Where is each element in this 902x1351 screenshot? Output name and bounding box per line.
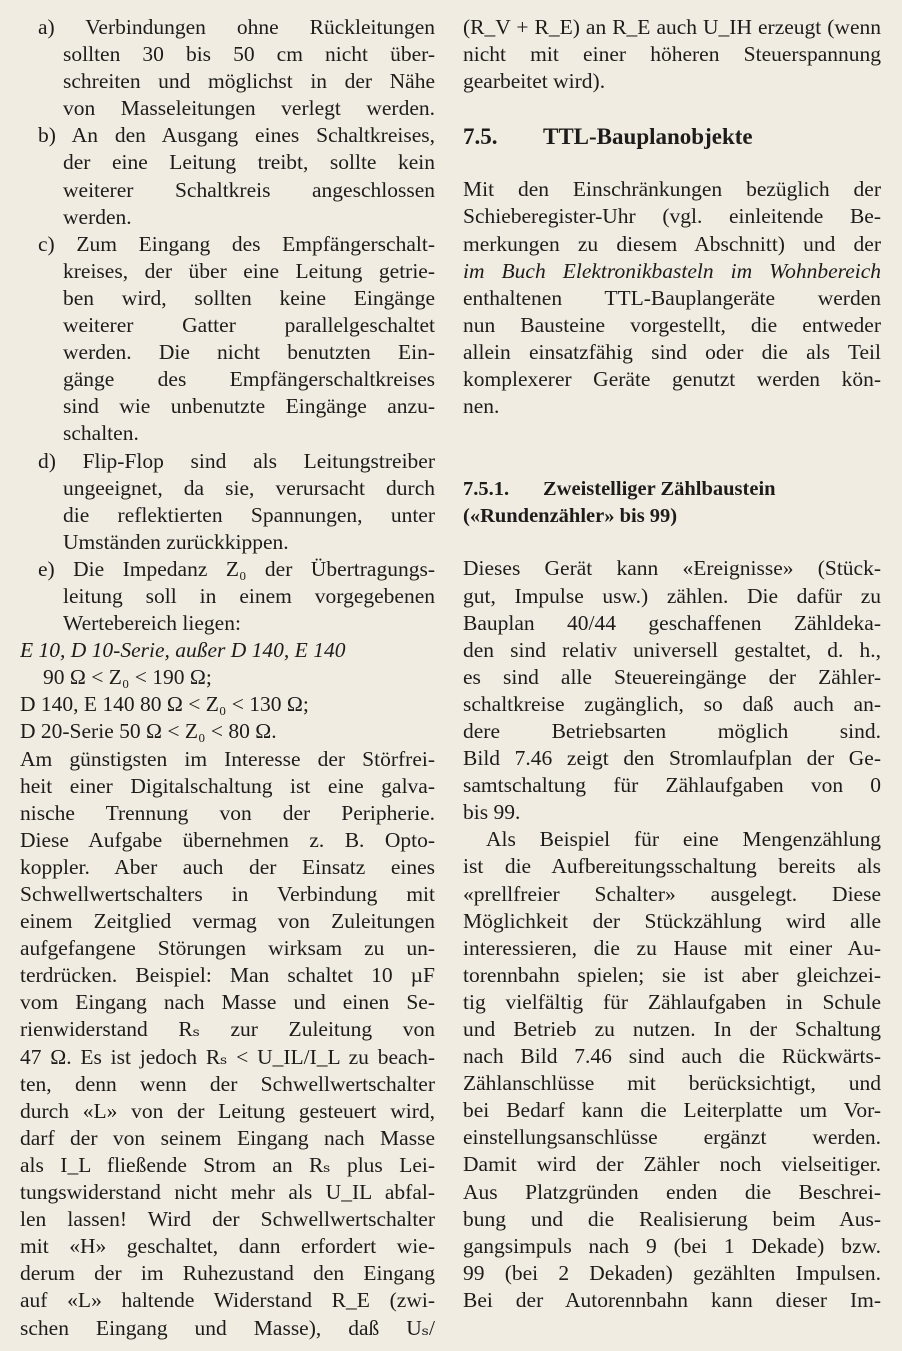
section-number: 7.5. xyxy=(463,124,498,150)
text-line: 99 (bei 2 Dekaden) gezählten Impulsen. xyxy=(463,1260,881,1285)
text-line: samtschaltung für Zählaufgaben von 0 xyxy=(463,773,881,798)
text-line: (R_V + R_E) an R_E auch U_IH erzeugt (wenn xyxy=(463,15,881,39)
text-line: c) Zum Eingang des Empfängerschalt- xyxy=(38,231,435,256)
text-line: rienwiderstand Rₛ zur Zuleitung von xyxy=(20,1017,435,1042)
text-line: weiterer Gatter parallelgeschaltet xyxy=(63,313,435,338)
text-line: terdrücken. Beispiel: Man schaltet 10 µF xyxy=(20,963,435,988)
text-line: gangsimpuls nach 9 (bei 1 Dekade) bzw. xyxy=(463,1233,881,1258)
text-line: bei Bedarf kann die Leiterplatte um Vor- xyxy=(463,1098,881,1123)
text-line: Als Beispiel für eine Mengenzählung xyxy=(486,827,881,852)
text-line: nische Trennung von der Peripherie. xyxy=(20,800,435,825)
text-line: D 140, E 140 80 Ω < Z₀ < 130 Ω; xyxy=(20,692,309,717)
text-line: schreiten und möglichst in der Nähe xyxy=(63,69,435,94)
text-line: als I_L fließende Strom an Rₛ plus Lei- xyxy=(20,1152,435,1177)
text-line: b) An den Ausgang eines Schaltkreises, xyxy=(38,123,435,148)
text-line: Aus Platzgründen enden die Beschrei- xyxy=(463,1179,881,1204)
text-line: Möglichkeit der Stückzählung wird alle xyxy=(463,908,881,933)
text-line: und Betrieb zu nutzen. In der Schaltung xyxy=(463,1017,881,1041)
text-line: enthaltenen TTL-Bauplangeräte werden xyxy=(463,285,881,310)
section-heading xyxy=(463,122,881,152)
text-line: a) Verbindungen ohne Rückleitungen xyxy=(38,15,435,39)
text-line: auf «L» haltende Widerstand R_E (zwi- xyxy=(20,1288,435,1313)
text-line: kreises, der über eine Leitung getrie- xyxy=(63,258,435,283)
text-line: interessieren, die zu Hause mit einer Au- xyxy=(463,935,881,960)
text-line: von Masseleitungen verlegt werden. xyxy=(63,96,435,121)
text-line: len lassen! Wird der Schwellwertschalter xyxy=(20,1207,435,1232)
subsection-title-continued: («Rundenzähler» bis 99) xyxy=(463,505,678,528)
text-line: es sind alle Steuereingänge der Zähler- xyxy=(463,664,881,689)
section-title: TTL-Bauplanobjekte xyxy=(543,124,753,150)
text-line: schaltkreise zugänglich, so daß auch an- xyxy=(463,691,881,716)
text-line: bung und die Realisierung beim Aus- xyxy=(463,1206,881,1231)
text-line: Zählanschlüsse mit berücksichtigt, und xyxy=(463,1071,881,1096)
text-line: nach Bild 7.46 sind auch die Rückwärts- xyxy=(463,1044,881,1069)
text-line: mit «H» geschaltet, dann erfordert wie- xyxy=(20,1234,435,1259)
text-line: vom Eingang nach Masse und einen Se- xyxy=(20,990,435,1015)
text-line: koppler. Aber auch der Einsatz eines xyxy=(20,854,435,879)
text-line: D 20-Serie 50 Ω < Z₀ < 80 Ω. xyxy=(20,719,277,744)
text-line: nun Bausteine vorgestellt, die entweder xyxy=(463,312,881,337)
text-line: torennbahn spielen; sie ist aber gleichzei- xyxy=(463,962,881,987)
spacer xyxy=(463,530,881,555)
text-line: Schieberegister-Uhr (vgl. einleitende Be- xyxy=(463,204,881,229)
text-line: tig vielfältig für Zählaufgaben in Schule xyxy=(463,989,881,1014)
text-line: im Buch Elektronikbasteln im Wohnbereich xyxy=(463,258,881,283)
text-line: der eine Leitung treibt, sollte kein xyxy=(63,150,435,175)
text-line: darf der von seinem Eingang nach Masse xyxy=(20,1125,435,1150)
subsection-title: Zweistelliger Zählbaustein xyxy=(543,478,776,501)
text-line: leitung soll in einem vorgegebenen xyxy=(63,583,435,608)
text-line: die reflektierten Spannungen, unter xyxy=(63,502,435,527)
text-line: dere Betriebsarten möglich sind. xyxy=(463,718,881,743)
text-line: Am günstigsten im Interesse der Störfrei- xyxy=(20,746,435,771)
text-line: Schwellwertschalters in Verbindung mit xyxy=(20,882,435,906)
text-line: sollten 30 bis 50 cm nicht über- xyxy=(63,42,435,67)
subsection-heading xyxy=(463,476,881,503)
text-line: werden. Die nicht benutzten Ein- xyxy=(63,340,435,365)
text-line: allein einsatzfähig sind oder die als Teil xyxy=(463,339,881,364)
text-line: Bild 7.46 zeigt den Stromlaufplan der Ge- xyxy=(463,746,881,771)
spacer xyxy=(463,420,881,476)
text-line: weiterer Schaltkreis angeschlossen xyxy=(63,177,435,202)
text-line: Bauplan 40/44 geschaffenen Zähldeka- xyxy=(463,610,881,635)
text-line: schalten. xyxy=(63,421,139,446)
text-line: schen Eingang und Masse), daß Uₛ/ xyxy=(20,1315,435,1340)
text-line: den sind relativ universell gestaltet, d. h., xyxy=(463,637,881,662)
text-line: ist die Aufbereitungsschaltung bereits als xyxy=(463,854,881,879)
spacer xyxy=(463,152,881,176)
text-line: Diese Aufgabe übernehmen z. B. Opto- xyxy=(20,827,435,852)
text-line: sind wie unbenutzte Eingänge anzu- xyxy=(63,394,435,419)
text-line: nicht mit einer höheren Steuerspannung xyxy=(463,42,881,67)
spacer xyxy=(463,95,881,122)
text-line: gut, Impulse usw.) zählen. Die dafür zu xyxy=(463,583,881,608)
text-line: werden. xyxy=(63,204,132,229)
text-line: durch «L» von der Leitung gesteuert wird, xyxy=(20,1098,435,1123)
left-column xyxy=(20,14,435,1342)
text-line: Damit wird der Zähler noch vielseitiger. xyxy=(463,1152,881,1177)
text-line: gearbeitet wird). xyxy=(463,69,606,94)
text-line: Bei der Autorennbahn kann dieser Im- xyxy=(463,1287,881,1312)
text-line: «prellfreier Schalter» ausgelegt. Diese xyxy=(463,881,881,906)
text-line: tungswiderstand nicht mehr als U_IL abfal- xyxy=(20,1180,435,1205)
text-line: Wertebereich liegen: xyxy=(63,611,241,636)
text-line: heit einer Digitalschaltung ist eine galva- xyxy=(20,773,435,798)
text-line: E 10, D 10-Serie, außer D 140, E 140 xyxy=(20,638,346,663)
right-column xyxy=(463,14,881,1314)
text-line: Dieses Gerät kann «Ereignisse» (Stück- xyxy=(463,556,881,581)
text-line: einem Zeitglied vermag von Zuleitungen xyxy=(20,909,435,934)
subsection-number: 7.5.1. xyxy=(463,478,510,501)
text-line: 47 Ω. Es ist jedoch Rₛ < U_IL/I_L zu beach- xyxy=(20,1044,435,1069)
text-line: ten, denn wenn der Schwellwertschalter xyxy=(20,1071,435,1096)
text-line: nen. xyxy=(463,394,500,419)
text-line: e) Die Impedanz Z₀ der Übertragungs- xyxy=(38,556,435,581)
text-line: komplexerer Geräte genutzt werden kön- xyxy=(463,367,881,392)
text-line: einstellungsanschlüsse ergänzt werden. xyxy=(463,1125,881,1150)
text-line: ben wird, sollten keine Eingänge xyxy=(63,285,435,310)
text-line: gänge des Empfängerschaltkreises xyxy=(63,367,435,392)
text-line: Mit den Einschränkungen bezüglich der xyxy=(463,177,881,202)
text-line: derum der im Ruhezustand den Eingang xyxy=(20,1261,435,1286)
text-line: d) Flip-Flop sind als Leitungstreiber xyxy=(38,448,435,473)
text-line: 90 Ω < Z₀ < 190 Ω; xyxy=(43,665,212,690)
text-line: Umständen zurückkippen. xyxy=(63,529,289,554)
text-line: ungeeignet, da sie, verursacht durch xyxy=(63,475,435,500)
text-line: aufgefangene Störungen wirksam zu un- xyxy=(20,936,435,961)
text-line: bis 99. xyxy=(463,800,521,825)
text-line: merkungen zu diesem Abschnitt) und der xyxy=(463,231,881,256)
